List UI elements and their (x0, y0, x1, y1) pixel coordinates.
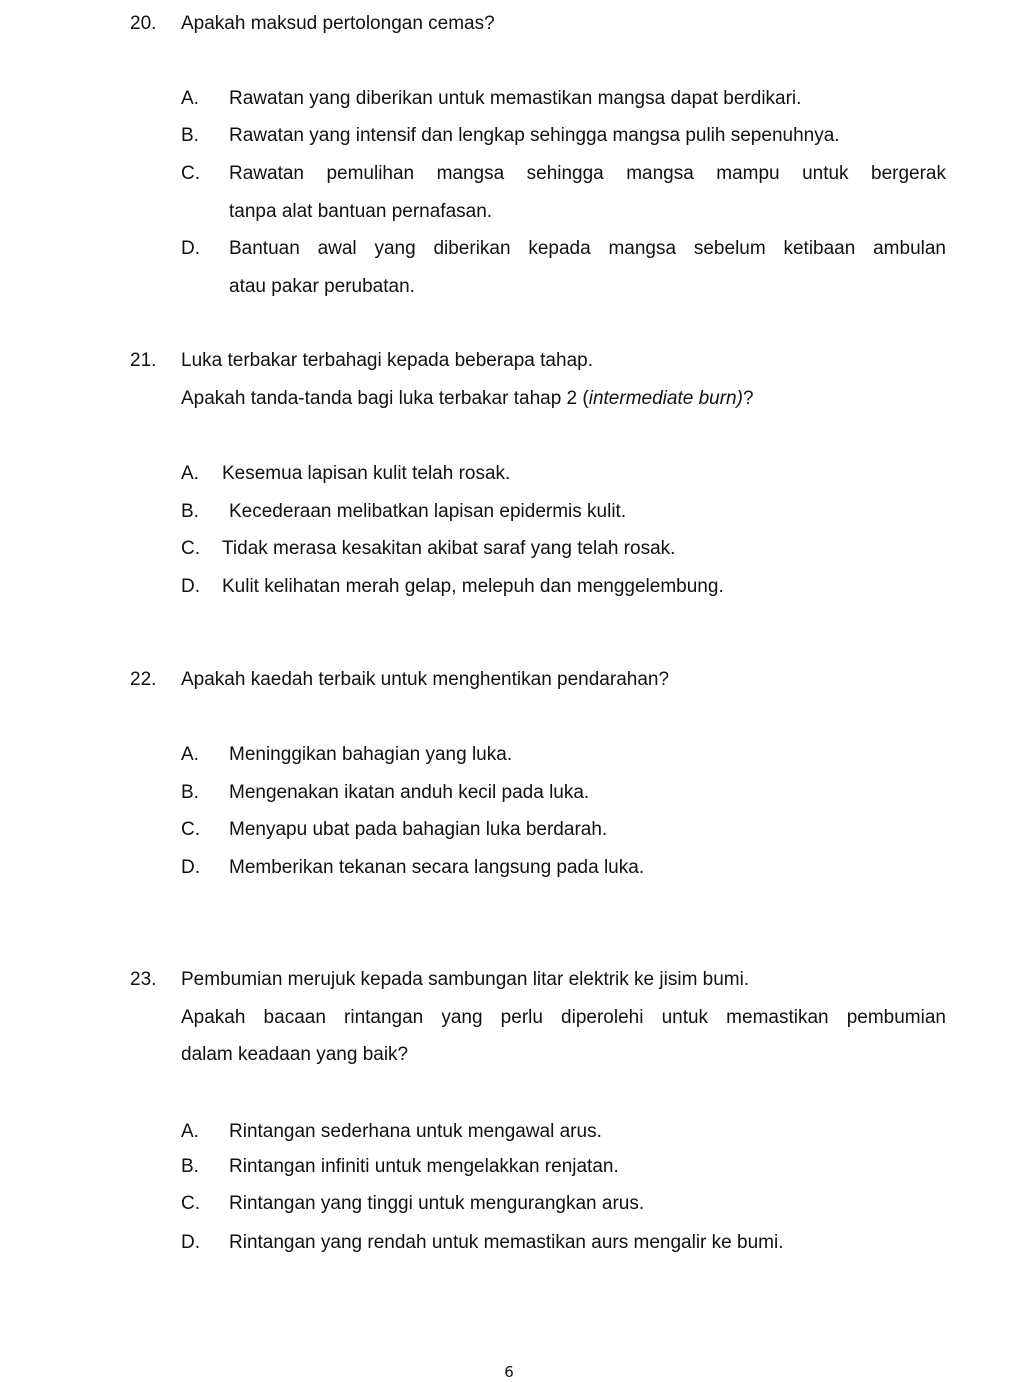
option-letter: C. (181, 819, 200, 840)
option-text: Bantuan awal yang diberikan kepada mangsa sebelum ketibaan ambulan (229, 238, 946, 259)
option-text: Rintangan yang rendah untuk memastikan aurs mengalir ke bumi. (229, 1232, 784, 1253)
page-number: 6 (504, 1363, 514, 1381)
option-text: Tidak merasa kesakitan akibat saraf yang telah rosak. (222, 538, 676, 559)
option-text: Meninggikan bahagian yang luka. (229, 744, 513, 765)
question-stem-line2: Apakah bacaan rintangan yang perlu diperolehi untuk memastikan pembumian (181, 1007, 946, 1028)
question-number: 23. (130, 969, 157, 990)
option-text: Mengenakan ikatan anduh kecil pada luka. (229, 782, 590, 803)
option-text: Rintangan sederhana untuk mengawal arus. (229, 1121, 602, 1142)
question-stem-line2: Apakah tanda-tanda bagi luka terbakar tahap 2 (intermediate burn)? (181, 388, 754, 409)
option-text: Rawatan yang intensif dan lengkap sehingga mangsa pulih sepenuhnya. (229, 125, 840, 146)
option-letter: D. (181, 238, 200, 259)
option-text: Rintangan infiniti untuk mengelakkan renjatan. (229, 1156, 619, 1177)
option-letter: C. (181, 163, 200, 184)
italic-term: intermediate burn) (588, 388, 743, 409)
question-number: 20. (130, 13, 157, 34)
option-letter: A. (181, 744, 199, 765)
question-stem: Apakah kaedah terbaik untuk menghentikan pendarahan? (181, 669, 670, 690)
option-letter: C. (181, 1193, 200, 1214)
question-stem-line3: dalam keadaan yang baik? (181, 1044, 409, 1065)
option-text: Menyapu ubat pada bahagian luka berdarah. (229, 819, 608, 840)
option-letter: B. (181, 125, 199, 146)
question-number: 22. (130, 669, 157, 690)
option-letter: A. (181, 88, 199, 109)
option-text: Rintangan yang tinggi untuk mengurangkan arus. (229, 1193, 645, 1214)
option-letter: D. (181, 857, 200, 878)
option-text: Kesemua lapisan kulit telah rosak. (222, 463, 511, 484)
option-text: Kulit kelihatan merah gelap, melepuh dan menggelembung. (222, 576, 724, 597)
option-text: Memberikan tekanan secara langsung pada luka. (229, 857, 645, 878)
question-stem: Pembumian merujuk kepada sambungan litar elektrik ke jisim bumi. (181, 969, 750, 990)
option-text-continued: tanpa alat bantuan pernafasan. (229, 201, 493, 222)
option-letter: D. (181, 1232, 200, 1253)
option-letter: B. (181, 782, 199, 803)
option-text-continued: atau pakar perubatan. (229, 276, 415, 297)
option-letter: A. (181, 463, 199, 484)
option-letter: C. (181, 538, 200, 559)
option-letter: B. (181, 501, 199, 522)
option-letter: B. (181, 1156, 199, 1177)
option-text: Kecederaan melibatkan lapisan epidermis kulit. (229, 501, 627, 522)
question-stem: Luka terbakar terbahagi kepada beberapa tahap. (181, 350, 593, 371)
question-number: 21. (130, 350, 157, 371)
option-text: Rawatan pemulihan mangsa sehingga mangsa mampu untuk bergerak (229, 163, 946, 184)
question-stem: Apakah maksud pertolongan cemas? (181, 13, 495, 34)
option-letter: A. (181, 1121, 199, 1142)
option-letter: D. (181, 576, 200, 597)
option-text: Rawatan yang diberikan untuk memastikan mangsa dapat berdikari. (229, 88, 802, 109)
